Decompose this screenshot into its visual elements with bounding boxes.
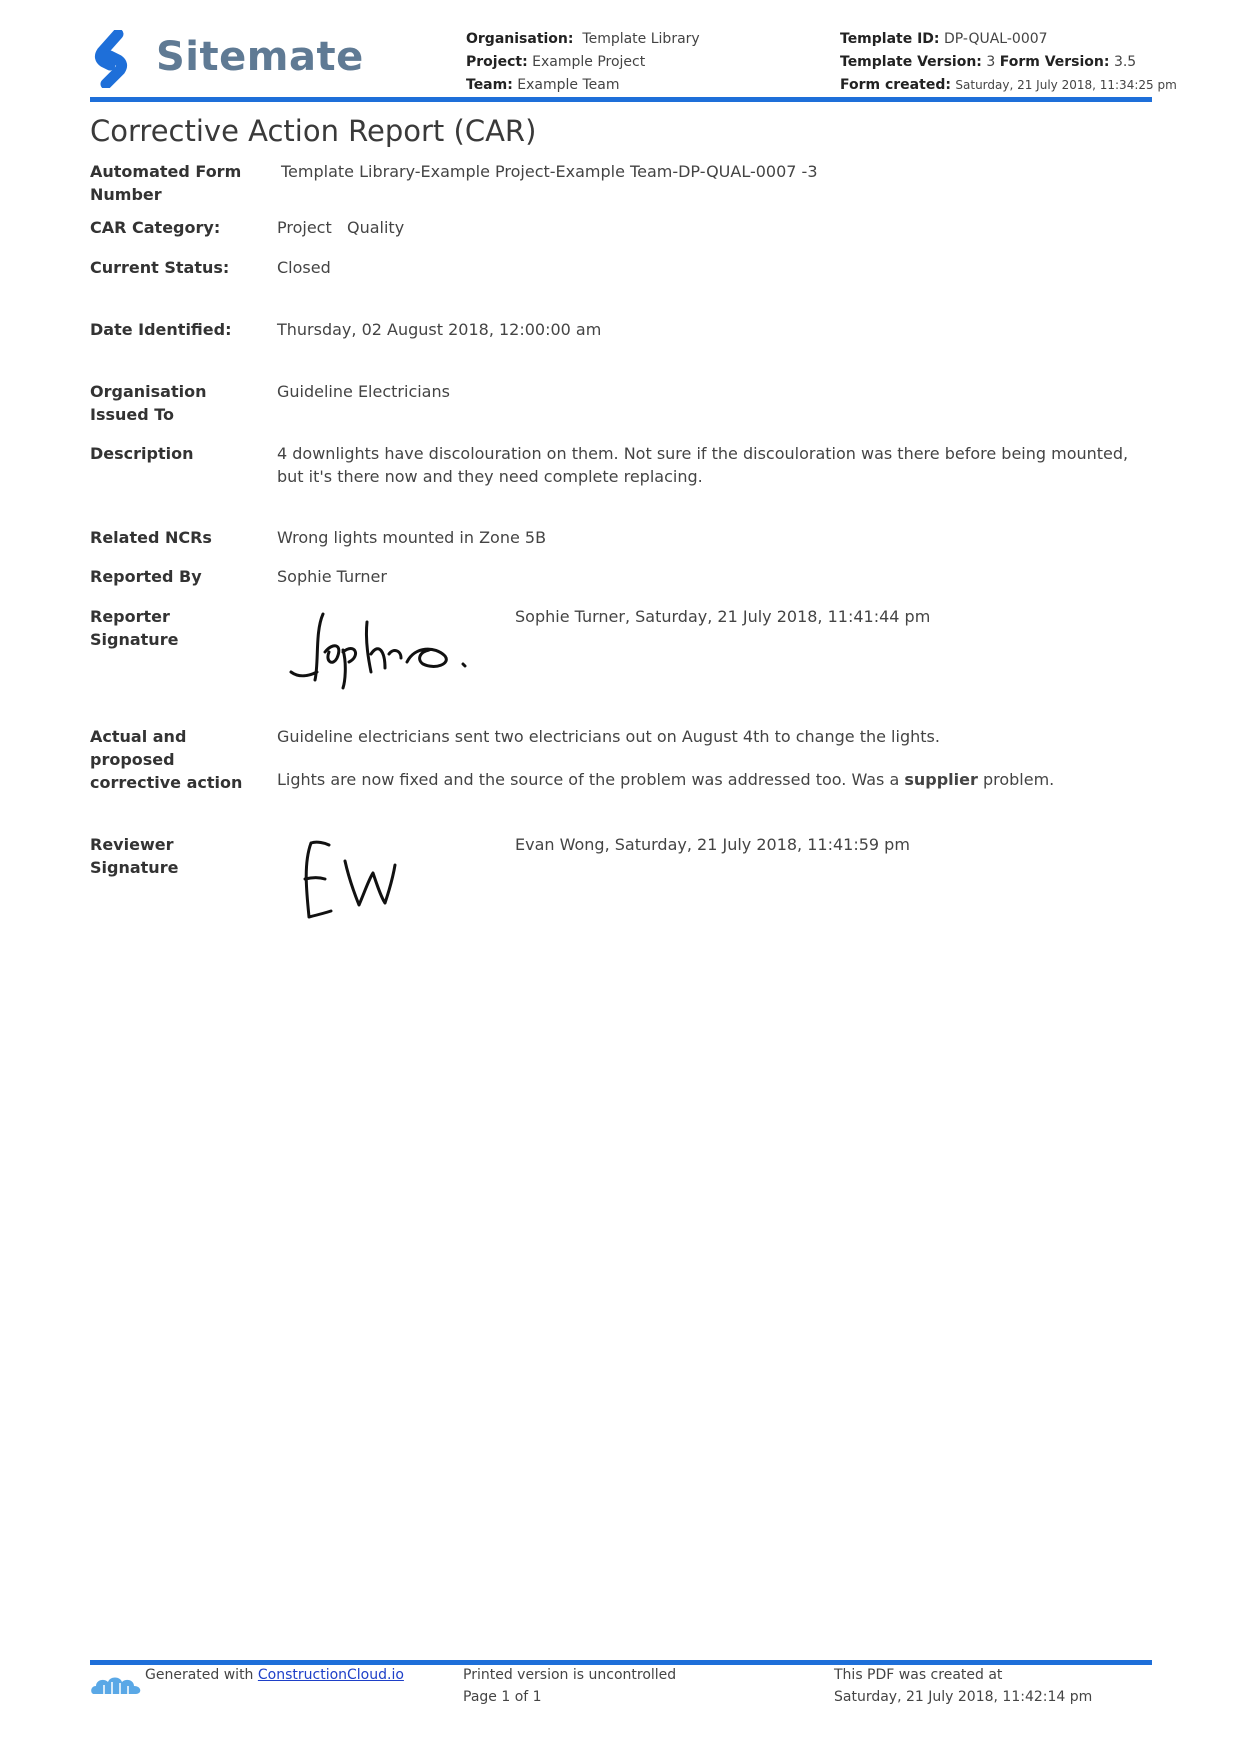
- reporter-signature-image: [285, 602, 485, 692]
- corrective-action-value: [277, 725, 1147, 791]
- date-identified-label: Date Identified:: [90, 320, 232, 339]
- team-value: Example Team: [517, 77, 620, 93]
- reviewer-signature-image: [285, 835, 445, 925]
- header-divider: [90, 97, 1152, 102]
- constructioncloud-logo-icon: [90, 1674, 144, 1696]
- car-category-value: Project Quality: [277, 218, 405, 237]
- reviewer-signature-meta: Evan Wong, Saturday, 21 July 2018, 11:41:59 pm: [515, 835, 910, 854]
- footer-uncontrolled-text: Printed version is uncontrolled: [463, 1667, 677, 1683]
- description-value: 4 downlights have discolouration on them. Not sure if the discouloration was there before being mounted, but it's there now and they need complete replacing.: [277, 444, 1129, 486]
- sitemate-logo-icon: [88, 30, 140, 88]
- current-status-label: Current Status:: [90, 258, 230, 277]
- brand-name: Sitemate: [156, 34, 364, 80]
- organisation-value: Template Library: [582, 31, 700, 47]
- related-ncrs-value: Wrong lights mounted in Zone 5B: [277, 528, 547, 547]
- description-label: Description: [90, 444, 194, 463]
- car-category-label: CAR Category:: [90, 218, 221, 237]
- corrective-action-para-2: [277, 768, 1147, 791]
- form-created-value: Saturday, 21 July 2018, 11:34:25 pm: [955, 78, 1177, 92]
- constructioncloud-link[interactable]: ConstructionCloud.io: [257, 1667, 404, 1683]
- form-created-label: Form created:: [840, 77, 951, 93]
- footer-print-info: [463, 1664, 676, 1708]
- form-number-value: Template Library-Example Project-Example Team-DP-QUAL-0007 -3: [281, 162, 818, 181]
- footer-pdf-created-label: This PDF was created at: [834, 1667, 1003, 1683]
- reported-by-label: Reported By: [90, 567, 202, 586]
- header-info-left: [466, 28, 700, 97]
- date-identified-value: Thursday, 02 August 2018, 12:00:00 am: [277, 320, 602, 339]
- organisation-issued-value: Guideline Electricians: [277, 382, 450, 401]
- corrective-action-para-1: Guideline electricians sent two electricians out on August 4th to change the lights.: [277, 727, 940, 746]
- project-value: Example Project: [532, 54, 646, 70]
- corrective-action-para-2-end: problem.: [977, 770, 1055, 789]
- footer-page-number: Page 1 of 1: [463, 1689, 542, 1705]
- footer-pdf-created-date: Saturday, 21 July 2018, 11:42:14 pm: [834, 1689, 1093, 1705]
- team-label: Team:: [466, 77, 513, 93]
- header-info-right: [840, 28, 1177, 97]
- sitemate-logo: [88, 28, 468, 90]
- template-id-value: DP-QUAL-0007: [943, 31, 1048, 47]
- organisation-label: Organisation:: [466, 31, 574, 47]
- reviewer-signature-label: Reviewer Signature: [90, 835, 179, 877]
- footer-pdf-info: [834, 1664, 1092, 1708]
- reporter-signature-label: Reporter Signature: [90, 607, 179, 649]
- reported-by-value: Sophie Turner: [277, 567, 387, 586]
- organisation-issued-label: Organisation Issued To: [90, 382, 207, 424]
- corrective-action-para-2-start: Lights are now fixed and the source of the problem was addressed too. Was a: [277, 770, 905, 789]
- footer-generated-text: Generated with: [145, 1667, 258, 1683]
- page-title: Corrective Action Report (CAR): [90, 114, 537, 148]
- template-id-label: Template ID:: [840, 31, 940, 47]
- reporter-signature-meta: Sophie Turner, Saturday, 21 July 2018, 11:41:44 pm: [515, 607, 931, 626]
- corrective-action-label: Actual and proposed corrective action: [90, 727, 243, 792]
- template-version-value: 3: [986, 54, 996, 70]
- current-status-value: Closed: [277, 258, 331, 277]
- project-label: Project:: [466, 54, 528, 70]
- template-version-label: Template Version:: [840, 54, 982, 70]
- form-version-label: Form Version:: [999, 54, 1110, 70]
- corrective-action-emphasis: supplier: [904, 770, 978, 789]
- footer-generated: [145, 1664, 404, 1686]
- related-ncrs-label: Related NCRs: [90, 528, 212, 547]
- form-version-value: 3.5: [1113, 54, 1137, 70]
- form-number-label: Automated Form Number: [90, 162, 242, 204]
